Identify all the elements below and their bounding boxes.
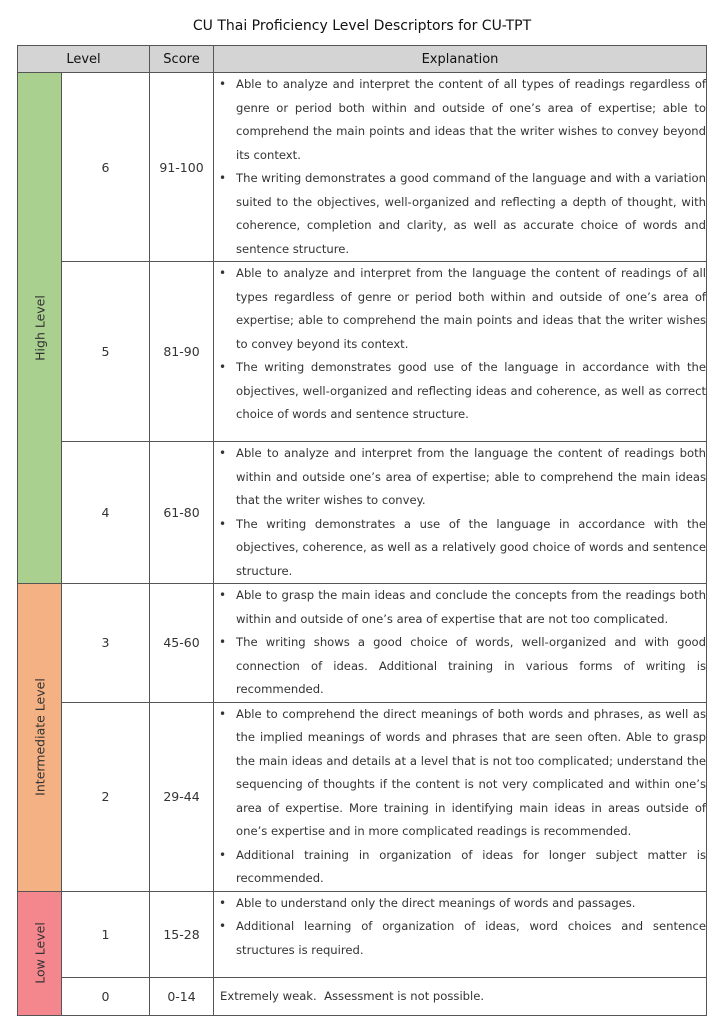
explanation-cell [214,702,707,891]
header-level: Level [18,46,150,73]
explanation-cell [214,891,707,977]
explanation-cell [214,584,707,703]
page-title: CU Thai Proficiency Level Descriptors for CU-TPT [192,18,532,34]
level-cell: 2 [62,702,150,891]
list-item: • Able to understand only the direct meanings of words and passages. [236,892,706,916]
list-item: • The writing demonstrates good use of the language in accordance with the objectives, well-organized and reflecting ideas and coherence, as well as correct choice of words and sentence structure. [236,356,706,427]
list-item: • Able to analyze and interpret from the language the content of readings of all types regardless of genre or period both within and outside of one’s area of expertise; able to comprehend the main points and ideas that the writer wishes to convey beyond its context. [236,262,706,356]
band-high-level [18,73,62,584]
table-row [18,977,707,1015]
level-cell: 1 [62,891,150,977]
header-row [18,46,707,73]
level-cell: 0 [62,977,150,1015]
band-label: High Level [32,295,47,361]
list-item: • The writing demonstrates a use of the language in accordance with the objectives, coherence, as well as a relatively good choice of words and sentence structure. [236,513,706,584]
explanation-cell [214,977,707,1015]
header-explanation: Explanation [214,46,707,73]
list-item: • Additional training in organization of ideas for longer subject matter is recommended. [236,844,706,891]
list-item: • Able to analyze and interpret from the language the content of readings both within and outside one’s area of expertise; able to comprehend the main ideas that the writer wishes to convey. [236,442,706,513]
band-low-level [18,891,62,1015]
table-row [18,442,707,584]
header-score: Score [150,46,214,73]
level-cell: 6 [62,73,150,262]
explanation-cell [214,442,707,584]
level-cell: 5 [62,262,150,442]
list-item: • The writing demonstrates a good command of the language and with a variation suited to the objectives, well-organized and reflecting a depth of thought, with coherence, completion and clarity, as well as accurate choice of words and sentence structure. [236,167,706,261]
table-row [18,584,707,703]
score-cell: 91-100 [150,73,214,262]
score-cell: 81-90 [150,262,214,442]
table-row [18,702,707,891]
proficiency-table [17,45,707,1016]
score-cell: 61-80 [150,442,214,584]
level-cell: 4 [62,442,150,584]
list-item: • The writing shows a good choice of words, well-organized and with good connection of ideas. Additional training in various forms of writing is recommended. [236,631,706,702]
explanation-cell [214,73,707,262]
explanation-cell [214,262,707,442]
list-item: • Able to grasp the main ideas and conclude the concepts from the readings both within and outside of one’s area of expertise that are not too complicated. [236,584,706,631]
table-row [18,73,707,262]
level-cell: 3 [62,584,150,703]
explanation-text: Extremely weak. Assessment is not possible. [220,988,485,1003]
score-cell: 45-60 [150,584,214,703]
score-cell: 0-14 [150,977,214,1015]
table-row [18,262,707,442]
list-item: • Additional learning of organization of ideas, word choices and sentence structures is required. [236,915,706,962]
band-intermediate-level [18,584,62,892]
band-label: Intermediate Level [32,678,47,797]
score-cell: 15-28 [150,891,214,977]
band-label: Low Level [32,922,47,984]
table-row [18,891,707,977]
score-cell: 29-44 [150,702,214,891]
list-item: • Able to comprehend the direct meanings of both words and phrases, as well as the implied meanings of words and phrases that are seen often. Able to grasp the main ideas and details at a level that is not too complicated; understand the sequencing of thoughts if the content is not very complicated and within one’s area of expertise. More training in identifying main ideas in areas outside of one’s expertise and in more complicated readings is recommended. [236,703,706,844]
list-item: • Able to analyze and interpret the content of all types of readings regardless of genre or period both within and outside of one’s area of expertise; able to comprehend the main points and ideas that the writer wishes to convey beyond its context. [236,73,706,167]
